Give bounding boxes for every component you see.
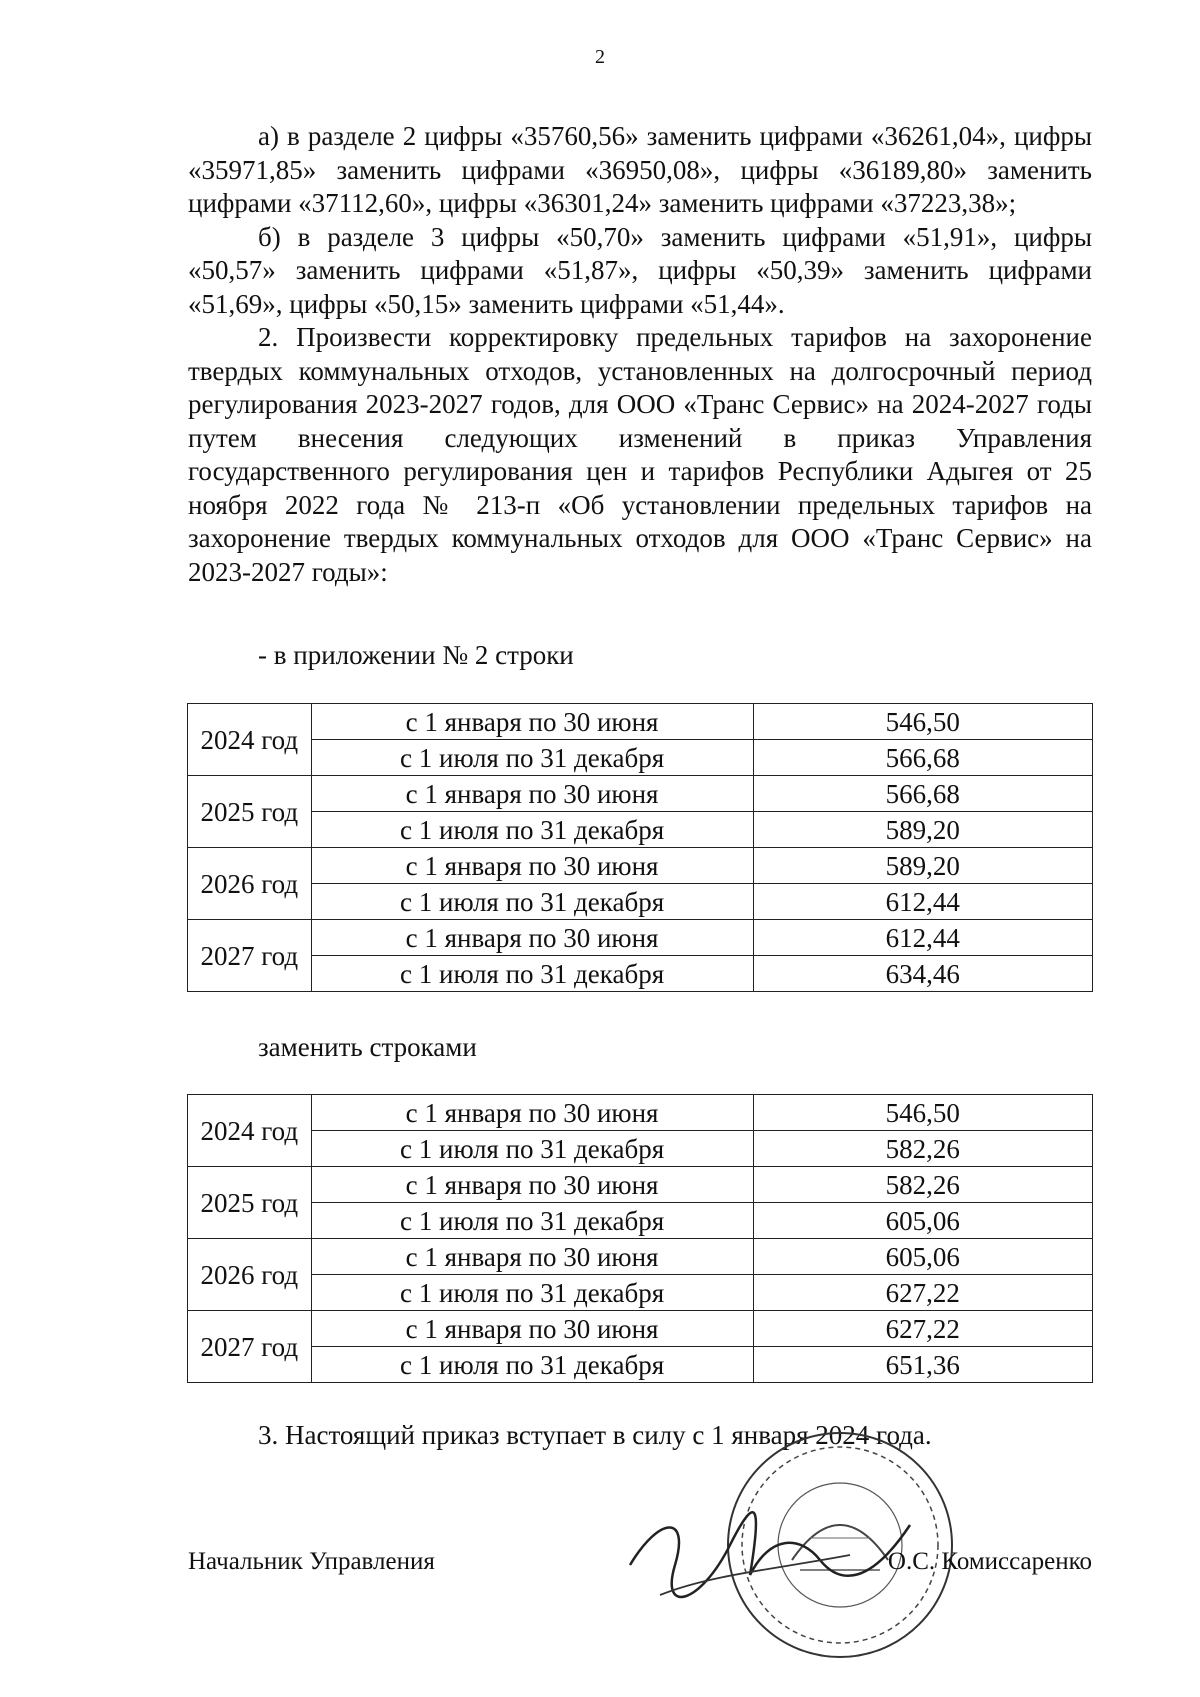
tariff-table-new-body <box>188 1095 1093 1383</box>
label-new-rows: заменить строками <box>258 1032 477 1062</box>
table-row <box>188 1275 1093 1311</box>
table-row <box>188 1095 1093 1131</box>
table-row <box>188 776 1093 812</box>
year-cell: 2027 год <box>188 1311 312 1383</box>
tariff-table-old-body <box>188 704 1093 992</box>
period-cell: с 1 января по 30 июня <box>311 920 753 956</box>
value-cell: 566,68 <box>753 776 1092 812</box>
table-row <box>188 1167 1093 1203</box>
table-row <box>188 956 1093 992</box>
body-text <box>188 120 1092 589</box>
period-cell: с 1 июля по 31 декабря <box>311 812 753 848</box>
tariff-table-old <box>187 703 1093 992</box>
table-row <box>188 812 1093 848</box>
period-cell: с 1 января по 30 июня <box>311 1095 753 1131</box>
period-cell: с 1 января по 30 июня <box>311 704 753 740</box>
period-cell: с 1 января по 30 июня <box>311 1239 753 1275</box>
signer-position: Начальник Управления <box>188 1548 435 1575</box>
year-cell: 2025 год <box>188 1167 312 1239</box>
period-cell: с 1 июля по 31 декабря <box>311 1347 753 1383</box>
year-cell: 2026 год <box>188 848 312 920</box>
value-cell: 546,50 <box>753 704 1092 740</box>
paragraph-a: а) в разделе 2 цифры «35760,56» заменить цифрами «36261,04», цифры «35971,85» заменить цифрами «36950,08», цифры «36189,80» заменить цифрами «37112,60», цифры «36301,24» заменить цифрами «37223,38»; <box>188 121 1092 218</box>
period-cell: с 1 июля по 31 декабря <box>311 956 753 992</box>
table-row <box>188 848 1093 884</box>
label-old-rows: - в приложении № 2 строки <box>258 640 574 670</box>
value-cell: 605,06 <box>753 1203 1092 1239</box>
period-cell: с 1 июля по 31 декабря <box>311 1203 753 1239</box>
table-row <box>188 1347 1093 1383</box>
table-row <box>188 1239 1093 1275</box>
table-row <box>188 884 1093 920</box>
value-cell: 566,68 <box>753 740 1092 776</box>
period-cell: с 1 января по 30 июня <box>311 1167 753 1203</box>
year-cell: 2024 год <box>188 1095 312 1167</box>
value-cell: 612,44 <box>753 884 1092 920</box>
table-row <box>188 1311 1093 1347</box>
paragraph-b: б) в разделе 3 цифры «50,70» заменить цифрами «51,91», цифры «50,57» заменить цифрами «51,87», цифры «50,39» заменить цифрами «51,69», цифры «50,15» заменить цифрами «51,44». <box>188 221 1092 319</box>
signer-name: О.С. Комиссаренко <box>887 1548 1092 1575</box>
value-cell: 627,22 <box>753 1275 1092 1311</box>
table-row <box>188 1203 1093 1239</box>
value-cell: 651,36 <box>753 1347 1092 1383</box>
paragraph-clause-3: 3. Настоящий приказ вступает в силу с 1 января 2024 года. <box>258 1420 932 1450</box>
value-cell: 589,20 <box>753 812 1092 848</box>
value-cell: 612,44 <box>753 920 1092 956</box>
period-cell: с 1 января по 30 июня <box>311 848 753 884</box>
table-row <box>188 740 1093 776</box>
value-cell: 546,50 <box>753 1095 1092 1131</box>
period-cell: с 1 июля по 31 декабря <box>311 1275 753 1311</box>
value-cell: 582,26 <box>753 1167 1092 1203</box>
table-row <box>188 704 1093 740</box>
period-cell: с 1 января по 30 июня <box>311 1311 753 1347</box>
paragraph-clause-2: 2. Произвести корректировку предельных тарифов на захоронение твердых коммунальных отходов, установленных на долгосрочный период регулирования 2023-2027 годов, для ООО «Транс Сервис» на 2024-2027 годы путем внесения следующих изменений в приказ Управления государственного регулирования цен и тарифов Республики Адыгея от 25 ноября 2022 года № 213-п «Об установлении предельных тарифов на захоронение твердых коммунальных отходов для ООО «Транс Сервис» на 2023-2027 годы»: <box>188 322 1092 587</box>
value-cell: 627,22 <box>753 1311 1092 1347</box>
year-cell: 2027 год <box>188 920 312 992</box>
value-cell: 589,20 <box>753 848 1092 884</box>
value-cell: 634,46 <box>753 956 1092 992</box>
year-cell: 2024 год <box>188 704 312 776</box>
year-cell: 2025 год <box>188 776 312 848</box>
period-cell: с 1 июля по 31 декабря <box>311 740 753 776</box>
page-number: 2 <box>595 46 605 68</box>
value-cell: 605,06 <box>753 1239 1092 1275</box>
period-cell: с 1 января по 30 июня <box>311 776 753 812</box>
table-row <box>188 1131 1093 1167</box>
table-row <box>188 920 1093 956</box>
value-cell: 582,26 <box>753 1131 1092 1167</box>
period-cell: с 1 июля по 31 декабря <box>311 884 753 920</box>
tariff-table-new <box>187 1094 1093 1383</box>
period-cell: с 1 июля по 31 декабря <box>311 1131 753 1167</box>
handwritten-signature-icon <box>620 1505 920 1615</box>
year-cell: 2026 год <box>188 1239 312 1311</box>
